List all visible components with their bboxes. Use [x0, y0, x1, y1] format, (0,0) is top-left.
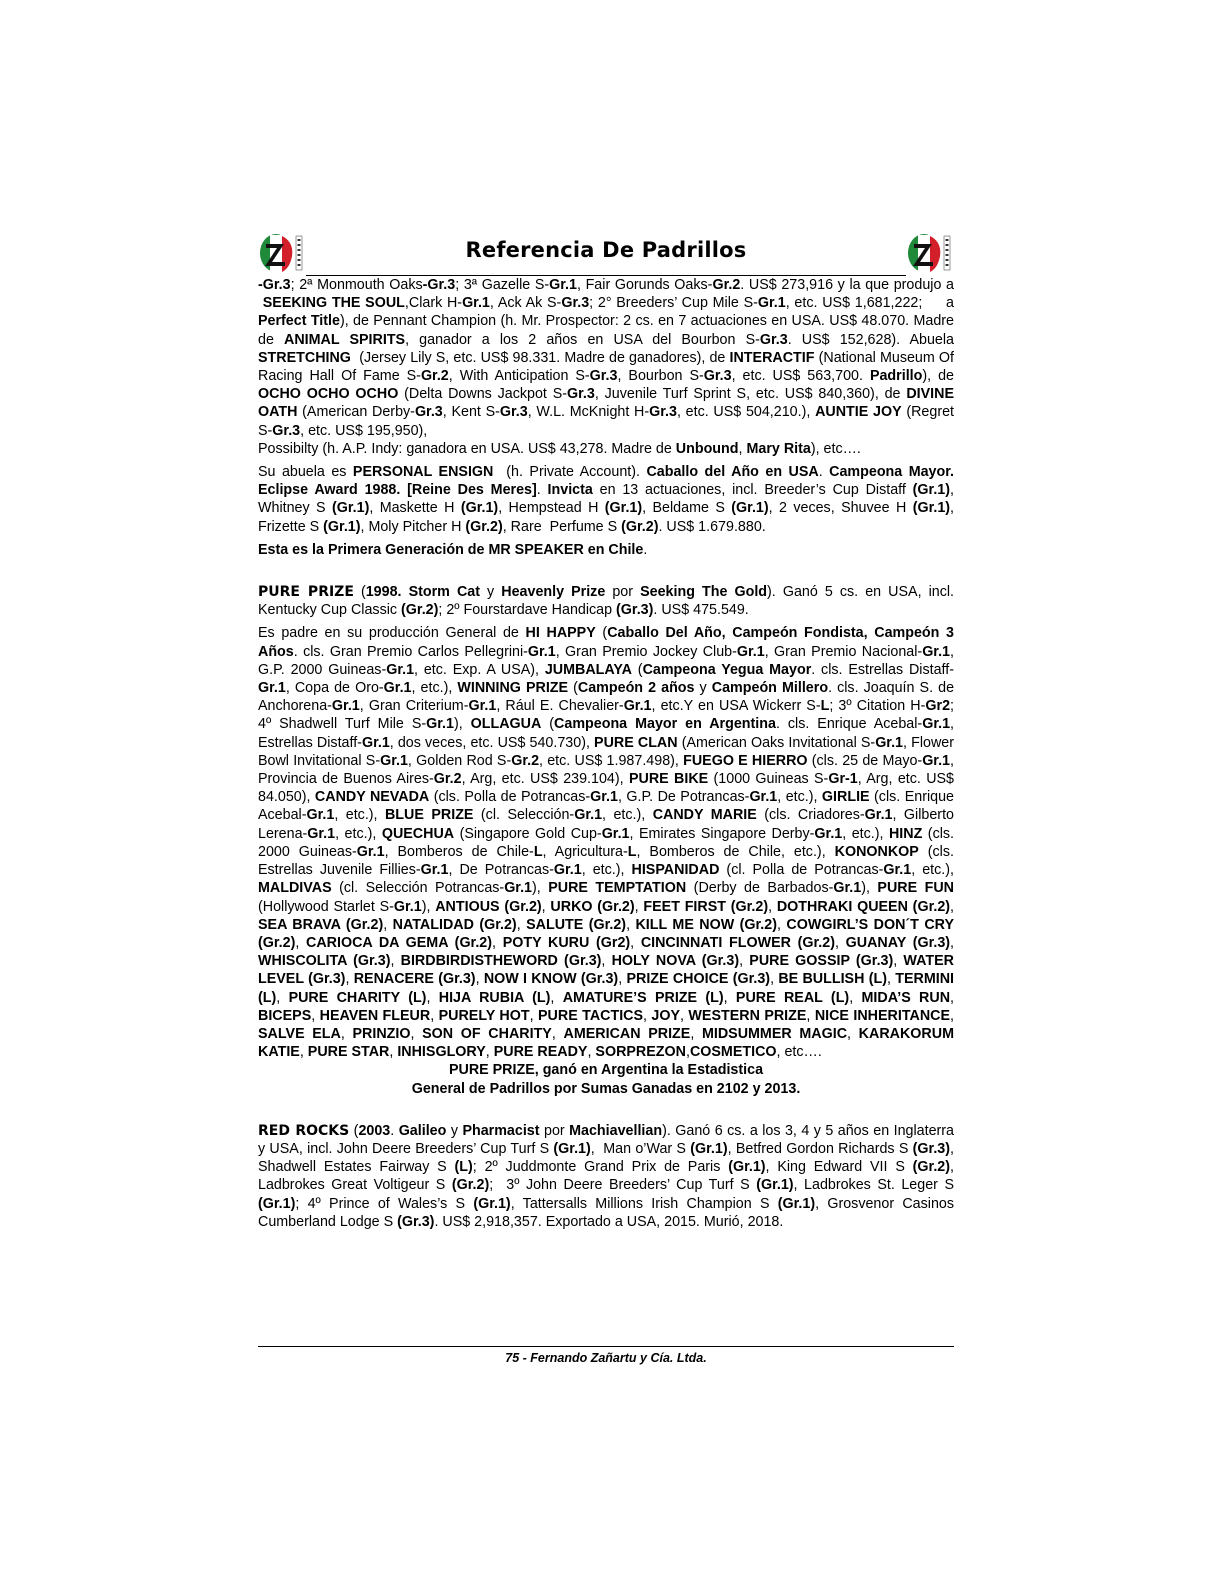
document-page	[258, 230, 955, 1365]
document-body	[258, 276, 954, 1231]
paragraph-first-generation: Esta es la Primera Generación de MR SPEAKER en Chile.	[258, 541, 648, 558]
paragraph-dam-line: -Gr.3; 2ª Monmouth Oaks-Gr.3; 3ª Gazelle S-Gr.1, Fair Gorunds Oaks-Gr.2. US$ 273,916 y la que produjo a SEEKING THE SOUL,Clark H-Gr.1, Ack Ak S-Gr.3; 2° Breeders’ Cup Mile S-Gr.1, etc. US$ 1,681,222; a Perfect Title), de Pennant Champion (h. Mr. Prospector: 2 cs. en 7 actuaciones en USA. US$ 48.070. Madre de ANIMAL SPIRITS, ganador a los 2 años en USA del Bourbon S-Gr.3. US$ 152,628). Abuela STRETCHING (Jersey Lily S, etc. US$ 98.331. Madre de ganadores), de INTERACTIF (National Museum Of Racing Hall Of Fame S-Gr.2, With Anticipation S-Gr.3, Bourbon S-Gr.3, etc. US$ 563,700. Padrillo), de OCHO OCHO OCHO (Delta Downs Jackpot S-Gr.3, Juvenile Turf Sprint S, etc. US$ 840,360), de DIVINE OATH (American Derby-Gr.3, Kent S-Gr.3, W.L. McKnight H-Gr.3, etc. US$ 504,210.), AUNTIE JOY (Regret S-Gr.3, etc. US$ 195,950),	[258, 277, 955, 439]
footer-divider	[258, 1346, 954, 1347]
paragraph-possibilty: Possibilty (h. A.P. Indy: ganadora en USA. US$ 43,278. Madre de Unbound, Mary Rita), etc….	[258, 440, 861, 457]
paragraph-personal-ensign: Su abuela es PERSONAL ENSIGN (h. Private Account). Caballo del Año en USA. Campeona Mayor. Eclipse Award 1988. [Reine Des Meres]. Invicta en 13 actuaciones, incl. Breeder’s Cup Distaff (Gr.1), Whitney S (Gr.1), Maskette H (Gr.1), Hempstead H (Gr.1), Beldame S (Gr.1), 2 veces, Shuvee H (Gr.1), Frizette S (Gr.1), Moly Pitcher H (Gr.2), Rare Perfume S (Gr.2). US$ 1.679.880.	[258, 464, 955, 535]
zanartu-logo-icon	[906, 232, 954, 274]
paragraph-pure-prize-statistic: PURE PRIZE, ganó en Argentina la Estadistica General de Padrillos por Sumas Ganadas en 2102 y 2013.	[411, 1062, 801, 1097]
paragraph-red-rocks: RED ROCKS (2003. Galileo y Pharmacist por Machiavellian). Ganó 6 cs. a los 3, 4 y 5 años en Inglaterra y USA, incl. John Deere Breeders’ Cup Turf S (Gr.1), Man o’War S (Gr.1), Betfred Gordon Richards S (Gr.3), Shadwell Estates Fairway S (L); 2º Juddmonte Grand Prix de Paris (Gr.1), King Edward VII S (Gr.2), Ladbrokes Great Voltigeur S (Gr.2); 3º John Deere Breeders’ Cup Turf S (Gr.1), Ladbrokes St. Leger S (Gr.1); 4º Prince of Wales’s S (Gr.1), Tattersalls Millions Irish Champion S (Gr.1), Grosvenor Casinos Cumberland Lodge S (Gr.3). US$ 2,918,357. Exportado a USA, 2015. Murió, 2018.	[258, 1122, 955, 1230]
page-footer: 75 - Fernando Zañartu y Cía. Ltda.	[505, 1351, 707, 1365]
header-divider	[306, 275, 906, 276]
paragraph-pure-prize: PURE PRIZE (1998. Storm Cat y Heavenly Prize por Seeking The Gold). Ganó 5 cs. en USA, incl. Kentucky Cup Classic (Gr.2); 2º Fourstardave Handicap (Gr.3). US$ 475.549.	[258, 584, 955, 619]
page-title: Referencia De Padrillos	[465, 238, 747, 262]
page-header	[258, 230, 954, 276]
paragraph-pure-prize-progeny: Es padre en su producción General de HI HAPPY (Caballo Del Año, Campeón Fondista, Campeón 3 Años. cls. Gran Premio Carlos Pellegrini-Gr.1, Gran Premio Jockey Club-Gr.1, Gran Premio Nacional-Gr.1, G.P. 2000 Guineas-Gr.1, etc. Exp. A USA), JUMBALAYA (Campeona Yegua Mayor. cls. Estrellas Distaff-Gr.1, Copa de Oro-Gr.1, etc.), WINNING PRIZE (Campeón 2 años y Campeón Millero. cls. Joaquín S. de Anchorena-Gr.1, Gran Criterium-Gr.1, Rául E. Chevalier-Gr.1, etc.Y en USA Wickerr S-L; 3º Citation H-Gr2; 4º Shadwell Turf Mile S-Gr.1), OLLAGUA (Campeona Mayor en Argentina. cls. Enrique Acebal-Gr.1, Estrellas Distaff-Gr.1, dos veces, etc. US$ 540.730), PURE CLAN (American Oaks Invitational S-Gr.1, Flower Bowl Invitational S-Gr.1, Golden Rod S-Gr.2, etc. US$ 1.987.498), FUEGO E HIERRO (cls. 25 de Mayo-Gr.1, Provincia de Buenos Aires-Gr.2, Arg, etc. US$ 239.104), PURE BIKE (1000 Guineas S-Gr-1, Arg, etc. US$ 84.050), CANDY NEVADA (cls. Polla de Potrancas-Gr.1, G.P. De Potrancas-Gr.1, etc.), GIRLIE (cls. Enrique Acebal-Gr.1, etc.), BLUE PRIZE (cl. Selección-Gr.1, etc.), CANDY MARIE (cls. Criadores-Gr.1, Gilberto Lerena-Gr.1, etc.), QUECHUA (Singapore Gold Cup-Gr.1, Emirates Singapore Derby-Gr.1, etc.), HINZ (cls. 2000 Guineas-Gr.1, Bomberos de Chile-L, Agricultura-L, Bomberos de Chile, etc.), KONONKOP (cls. Estrellas Juvenile Fillies-Gr.1, De Potrancas-Gr.1, etc.), HISPANIDAD (cl. Polla de Potrancas-Gr.1, etc.), MALDIVAS (cl. Selección Potrancas-Gr.1), PURE TEMPTATION (Derby de Barbados-Gr.1), PURE FUN (Hollywood Starlet S-Gr.1), ANTIOUS (Gr.2), URKO (Gr.2), FEET FIRST (Gr.2), DOTHRAKI QUEEN (Gr.2), SEA BRAVA (Gr.2), NATALIDAD (Gr.2), SALUTE (Gr.2), KILL ME NOW (Gr.2), COWGIRL’S DON´T CRY (Gr.2), CARIOCA DA GEMA (Gr.2), POTY KURU (Gr2), CINCINNATI FLOWER (Gr.2), GUANAY (Gr.3), WHISCOLITA (Gr.3), BIRDBIRDISTHEWORD (Gr.3), HOLY NOVA (Gr.3), PURE GOSSIP (Gr.3), WATER LEVEL (Gr.3), RENACERE (Gr.3), NOW I KNOW (Gr.3), PRIZE CHOICE (Gr.3), BE BULLISH (L), TERMINI (L), PURE CHARITY (L), HIJA RUBIA (L), AMATURE’S PRIZE (L), PURE REAL (L), MIDA’S RUN, BICEPS, HEAVEN FLEUR, PURELY HOT, PURE TACTICS, JOY, WESTERN PRIZE, NICE INHERITANCE, SALVE ELA, PRINZIO, SON OF CHARITY, AMERICAN PRIZE, MIDSUMMER MAGIC, KARAKORUM KATIE, PURE STAR, INHISGLORY, PURE READY, SORPREZON,COSMETICO, etc….	[258, 625, 955, 1061]
logo-shield	[908, 234, 940, 272]
